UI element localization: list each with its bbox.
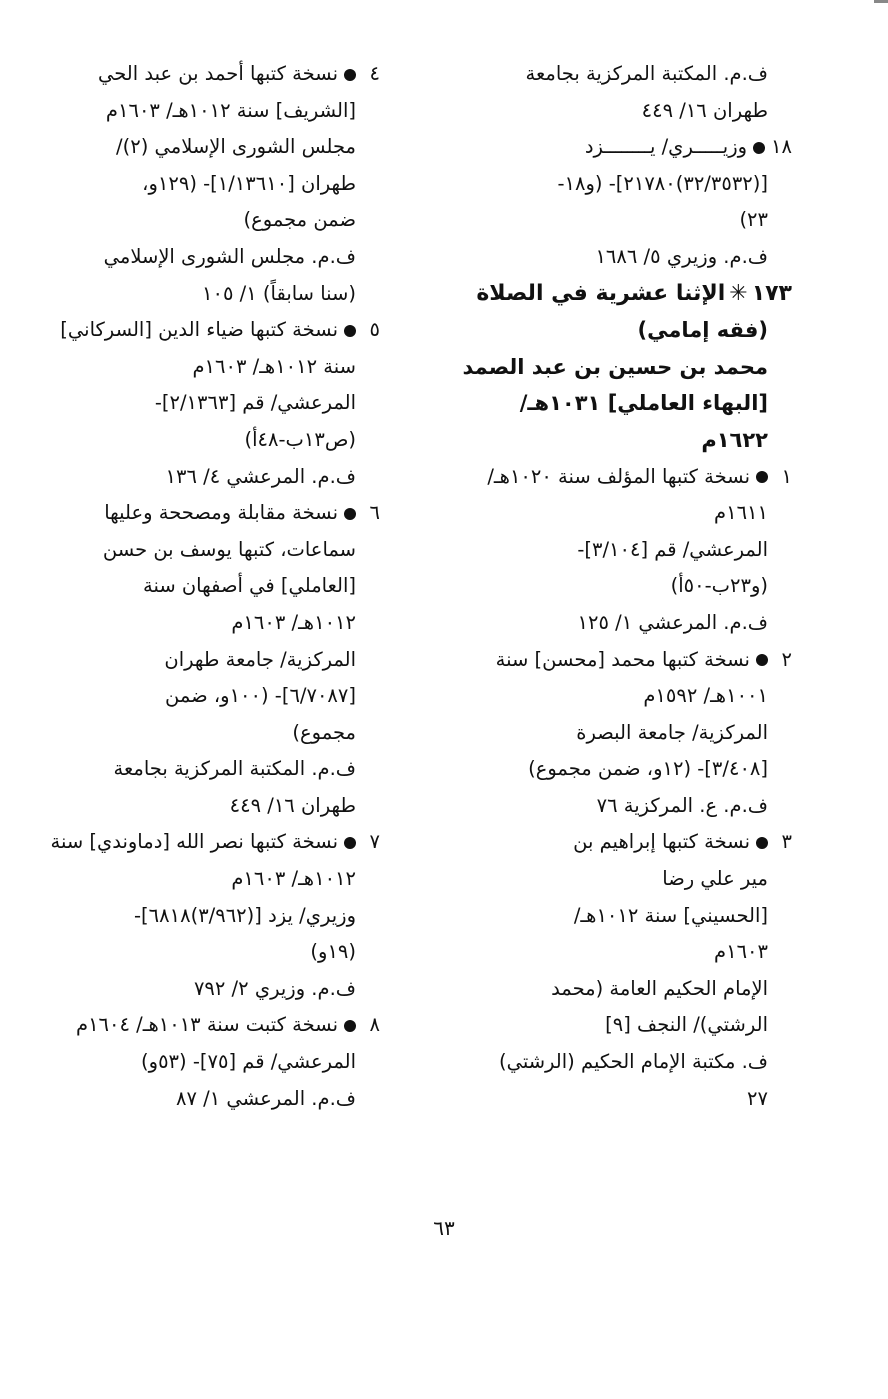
text-line: [60, 495, 380, 532]
bullet-icon: [344, 508, 356, 520]
text-line: [432, 568, 792, 605]
line-text: المركزية/ جامعة طهران: [164, 647, 356, 671]
line-text: نسخة كتبها ضياء الدين [السركاني]: [60, 318, 338, 342]
line-text: (فقه إمامي): [637, 318, 768, 343]
text-line: [432, 1007, 792, 1044]
bullet-icon: [756, 471, 768, 483]
line-text: [العاملي] في أصفهان سنة: [142, 574, 356, 598]
line-text: وزيري/ يزد [(٣/٩٦٢)٦٨١٨]-: [134, 903, 356, 927]
line-text: سماعات، كتبها يوسف بن حسن: [102, 537, 356, 561]
text-line: [60, 202, 380, 239]
text-line: [60, 605, 380, 642]
text-line: [60, 861, 380, 898]
bullet-icon: [756, 654, 768, 666]
scan-mark: [874, 0, 888, 3]
line-text: مير علي رضا: [662, 867, 768, 891]
line-text: نسخة مقابلة ومصححة وعليها: [104, 501, 338, 525]
text-line: [432, 824, 792, 861]
text-line: [60, 129, 380, 166]
bullet-icon: [753, 142, 765, 154]
line-text: نسخة كتبت سنة ١٠١٣هـ/ ١٦٠٤م: [76, 1013, 338, 1037]
line-text: (ص١٣ب-٤٨أ): [244, 427, 356, 451]
page-number: ٦٣: [433, 1216, 455, 1240]
text-line: [432, 898, 792, 935]
right-column: [432, 56, 792, 1117]
text-line: [432, 459, 792, 496]
text-line: [432, 934, 792, 971]
line-text: طهران ١٦/ ٤٤٩: [641, 98, 768, 122]
entry-number: ٦: [369, 501, 380, 525]
entry-number: ٣: [781, 830, 792, 854]
line-text: وزيـــــري/ يــــــــزد: [584, 135, 748, 159]
text-line: [60, 971, 380, 1008]
text-line: [432, 861, 792, 898]
text-line: [432, 239, 792, 276]
line-text: ف.م. ع. المركزية ٧٦: [596, 793, 768, 817]
text-line: [60, 312, 380, 349]
text-line: [60, 1044, 380, 1081]
text-line: [60, 715, 380, 752]
entry-number: ٢: [781, 647, 792, 671]
text-line: [432, 56, 792, 93]
line-text: [٦/٧٠٨٧]- (١٠٠و، ضمن: [164, 684, 356, 708]
line-text: ف.م. المرعشي ١/ ١٢٥: [577, 610, 768, 634]
text-line: [432, 971, 792, 1008]
text-line: [50, 824, 380, 861]
text-line: [60, 349, 380, 386]
line-text: مجموع): [292, 720, 356, 744]
line-text: طهران [١/١٣٦١٠]- (١٢٩و،: [142, 171, 356, 195]
asterisk-icon: ✳: [729, 280, 748, 306]
bullet-icon: [344, 69, 356, 81]
line-text: مجلس الشورى الإسلامي (٢)/: [116, 135, 356, 159]
text-line: [60, 898, 380, 935]
text-line: [60, 459, 380, 496]
text-line: [432, 532, 792, 569]
text-line: [432, 788, 792, 825]
line-text: سنة ١٠١٢هـ/ ١٦٠٣م: [192, 354, 356, 378]
text-line: [60, 422, 380, 459]
text-line: [432, 312, 792, 349]
bullet-icon: [756, 837, 768, 849]
line-text: (و٢٣ب-٥٠أ): [670, 574, 768, 598]
text-line: [60, 532, 380, 569]
text-line: [60, 239, 380, 276]
text-line: [432, 715, 792, 752]
line-text: المرعشي/ قم [٣/١٠٤]-: [577, 537, 768, 561]
line-text: ١٦٠٣م: [714, 940, 768, 964]
text-line: [60, 276, 380, 313]
line-text: الإمام الحكيم العامة (محمد: [551, 976, 768, 1000]
text-line: [432, 93, 792, 130]
line-text: [الحسيني] سنة ١٠١٢هـ/: [573, 903, 768, 927]
text-line: [60, 678, 380, 715]
text-line: [432, 349, 792, 386]
line-text: المرعشي/ قم [٧٥]- (٥٣و): [141, 1050, 356, 1074]
line-text: [البهاء العاملي] ١٠٣١هـ/: [519, 391, 768, 416]
line-text: الإثنا عشرية في الصلاة: [476, 280, 726, 306]
text-line: [432, 678, 792, 715]
text-line: [60, 56, 380, 93]
line-text: نسخة كتبها نصر الله [دماوندي] سنة: [50, 830, 338, 854]
line-text: (١٩و): [310, 940, 356, 964]
text-line: [60, 166, 380, 203]
text-line: [60, 568, 380, 605]
text-line: [60, 1007, 380, 1044]
line-text: [٣/٤٠٨]- (١٢و، ضمن مجموع): [528, 757, 768, 781]
line-text: ٢٧: [747, 1086, 768, 1110]
text-line: [432, 1044, 792, 1081]
line-text: ف.م. مجلس الشورى الإسلامي: [103, 244, 356, 268]
line-text: ١٠١٢هـ/ ١٦٠٣م: [231, 610, 356, 634]
text-line: [432, 385, 792, 422]
text-line: [60, 93, 380, 130]
entry-number: ٥: [369, 318, 380, 342]
entry-number: ٤: [369, 62, 380, 85]
entry-number: ١: [781, 464, 792, 488]
line-text: نسخة كتبها محمد [محسن] سنة: [495, 647, 750, 671]
entry-number: ٧: [369, 830, 380, 854]
line-text: نسخة كتبها إبراهيم بن: [573, 830, 750, 854]
line-text: ف.م. المرعشي ٤/ ١٣٦: [165, 464, 356, 488]
line-text: ١٦١١م: [714, 501, 768, 525]
entry-number: ١٨: [771, 135, 792, 159]
line-text: ١٠٠١هـ/ ١٥٩٢م: [643, 684, 768, 708]
line-text: محمد بن حسين بن عبد الصمد: [462, 354, 768, 379]
line-text: [الشريف] سنة ١٠١٢هـ/ ١٦٠٣م: [105, 98, 356, 122]
line-text: ف.م. المكتبة المركزية بجامعة: [525, 62, 768, 85]
line-text: نسخة كتبها المؤلف سنة ١٠٢٠هـ/: [487, 464, 750, 488]
line-text: ف. مكتبة الإمام الحكيم (الرشتي): [498, 1050, 768, 1074]
text-line: [60, 642, 380, 679]
line-text: ف.م. المكتبة المركزية بجامعة: [113, 757, 356, 781]
entry-number: ١٧٣: [751, 280, 792, 306]
text-line: [432, 422, 792, 459]
line-text: ٢٣): [739, 208, 768, 232]
text-line: [432, 1081, 792, 1118]
text-line: [60, 385, 380, 422]
line-text: المرعشي/ قم [٢/١٣٦٣]-: [154, 391, 356, 415]
text-line: [432, 276, 792, 313]
text-line: [60, 934, 380, 971]
bullet-icon: [344, 325, 356, 337]
text-line: [60, 751, 380, 788]
line-text: ف.م. وزيري ٢/ ٧٩٢: [193, 976, 356, 1000]
text-line: [60, 1081, 380, 1118]
line-text: ١٠١٢هـ/ ١٦٠٣م: [231, 867, 356, 891]
bullet-icon: [344, 1020, 356, 1032]
text-line: [432, 751, 792, 788]
left-column: [50, 56, 380, 1117]
line-text: ضمن مجموع): [243, 208, 356, 232]
text-line: [432, 495, 792, 532]
text-line: [432, 642, 792, 679]
line-text: الرشتي)/ النجف [٩]: [605, 1013, 768, 1037]
line-text: نسخة كتبها أحمد بن عبد الحي: [97, 62, 338, 85]
text-line: [432, 129, 792, 166]
line-text: المركزية/ جامعة البصرة: [576, 720, 768, 744]
line-text: [(٣٢/٣٥٣٢)٢١٧٨٠]- (و١٨-: [557, 171, 768, 195]
text-line: [432, 166, 792, 203]
line-text: ف.م. وزيري ٥/ ١٦٨٦: [595, 244, 768, 268]
entry-number: ٨: [369, 1013, 380, 1037]
text-line: [60, 788, 380, 825]
bullet-icon: [344, 837, 356, 849]
text-line: [432, 605, 792, 642]
line-text: (سنا سابقاً) ١/ ١٠٥: [202, 281, 356, 305]
line-text: ف.م. المرعشي ١/ ٨٧: [176, 1086, 356, 1110]
line-text: طهران ١٦/ ٤٤٩: [229, 793, 356, 817]
line-text: ١٦٢٢م: [701, 427, 768, 452]
text-line: [432, 202, 792, 239]
